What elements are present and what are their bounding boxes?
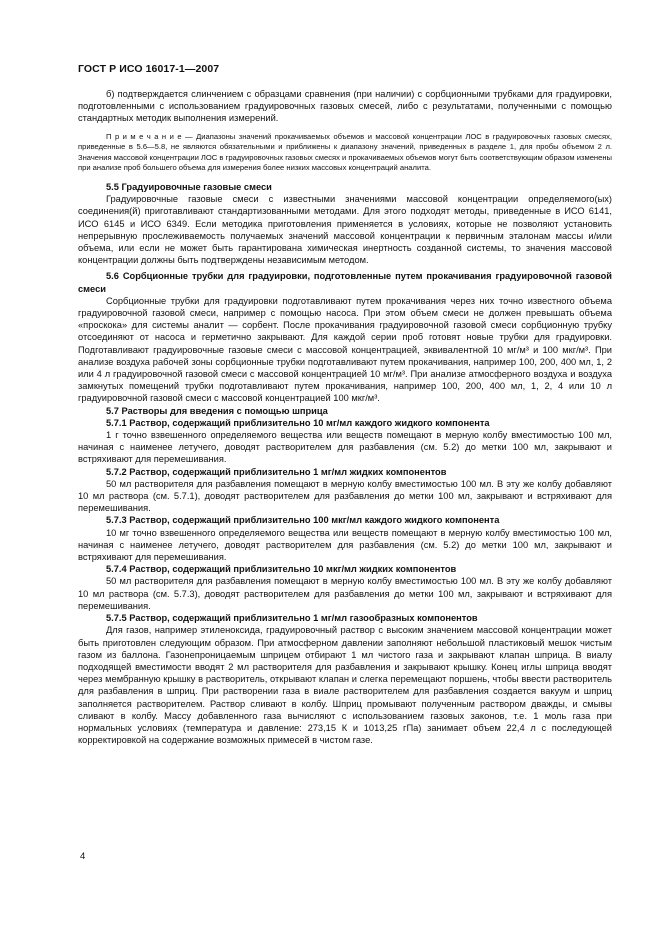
page-number: 4 — [80, 851, 86, 862]
page-content — [78, 88, 612, 746]
section-5-7-2-text: 50 мл растворителя для разбавления помещают в мерную колбу вместимостью 100 мл. В эту же колбу добавляют 10 мл раствора (см. 5.7.1), доводят растворителем для разбавления до метки 100 мл, закрывают и встряхивают для перемешивания. — [78, 478, 612, 514]
section-5-7-5-title: 5.7.5 Раствор, содержащий приблизительно 1 мг/мл газообразных компонентов — [106, 613, 478, 624]
section-5-7-2-title: 5.7.2 Раствор, содержащий приблизительно 1 мг/мл жидких компонентов — [106, 466, 447, 477]
section-5-5-text: Градуировочные газовые смеси с известными значениями массовой концентрации определяемого(ых) соединения(й) приготавливают стандартизованными методами. Для этого подходят методы, приведенные в ИСО 6141, ИСО 6145 и ИСО 6349. Если методика приготовления применяется в условиях, которые не позволяют установить непрерывную прослеживаемость получаемых значений массовой концентрации к первичным эталонам массы и/или объема, или если не может быть гарантирована химическая инертность созданной системы, то значения массовой концентрации должны быть подтверждены независимым методом. — [78, 194, 612, 266]
paragraph-b: б) подтверждается слинчением с образцами сравнения (при наличии) с сорбционными трубками для градуировки, подготовленными с использованием градуировочных газовых смесей, либо с результатами, полученными с помощью стандартных методик выполнения измерений. — [78, 89, 612, 124]
note-text: Диапазоны значений прокачиваемых объемов и массовой концентрации ЛОС в градуировочных газовых смесях, приведенные в 5.6—5.8, не являются обязательными и приближены к диапазону значений, приведенных в разделе 1, для пробы объемом 2 л. Значения массовой концентрации ЛОС в градуировочных газовых смесях и прокачиваемых объемов могут быть соответствующим образом изменены при анализе проб большего объема для измерения более низких массовых концентраций аналита. — [78, 131, 613, 173]
section-5-6-title: 5.6 Сорбционные трубки для градуировки, подготовленные путем прокачивания градуировочной газовой смеси — [78, 271, 612, 294]
section-5-7-4-text: 50 мл растворителя для разбавления помещают в мерную колбу вместимостью 100 мл. В эту же колбу добавляют 10 мл раствора (см. 5.7.3), доводят растворителем для разбавления до метки 100 мл, закрывают и встряхивают для перемешивания. — [78, 576, 612, 611]
section-5-7-1-text: 1 г точно взвешенного определяемого вещества или веществ помещают в мерную колбу вместимостью 100 мл, начиная с наименее летучего, доводят растворителем для разбавления (см. 5.2) до метки 100 мл, закрывают и встряхивают для перемешивания. — [78, 430, 612, 465]
section-5-6-text: Сорбционные трубки для градуировки подготавливают путем прокачивания через них точно известного объема градуировочной газовой смеси, например с помощью насоса. При этом объем смеси не должен превышать объема «проскока» для системы аналит — сорбент. После прокачивания градуировочной газовой смеси сорбционную трубку отсоединяют от насоса и герметично закрывают. Для каждой серии проб готовят новые трубки для градуировки. Подготавливают градуировочные газовые смеси с массовой концентрацией, эквивалентной 10 мг/м³ и 100 мкг/м³. При анализе воздуха рабочей зоны сорбционные трубки подготавливают путем прокачивания, например 100, 200, 400 мл, 1, 2 или 4 л градуировочной газовой смеси с массовой концентрацией 10 мг/м³. При анализе атмосферного воздуха и воздуха замкнутых помещений трубки подготавливают путем прокачивания, например 100, 200, 400 мл, 1, 2, 4 или 10 л градуировочной газовой смеси с массовой концентрацией 100 мкг/м³. — [78, 295, 612, 404]
note-label: П р и м е ч а н и е — — [106, 131, 193, 141]
section-5-7-4-title: 5.7.4 Раствор, содержащий приблизительно 10 мкг/мл жидких компонентов — [106, 564, 457, 575]
section-5-7-title: 5.7 Растворы для введения с помощью шприца — [106, 405, 328, 416]
section-5-7-3-title: 5.7.3 Раствор, содержащий приблизительно 100 мкг/мл каждого жидкого компонента — [106, 515, 500, 526]
section-5-7-1-title: 5.7.1 Раствор, содержащий приблизительно 10 мг/мл каждого жидкого компонента — [106, 417, 490, 428]
section-5-7-3-text: 10 мг точно взвешенного определяемого вещества или веществ помещают в мерную колбу вместимостью 100 мл, начиная с наименее летучего, доводят растворителем для разбавления (см. 5.2) до метки 100 мл, закрывают и встряхивают для перемешивания. — [78, 527, 612, 563]
document-header: ГОСТ Р ИСО 16017-1—2007 — [78, 63, 220, 75]
section-5-7-5-text: Для газов, например этиленоксида, градуировочный раствор с высоким значением массовой концентрации может быть приготовлен следующим образом. При атмосферном давлении заполняют небольшой пластиковый мешок чистым газом из баллона. Газонепроницаемым шприцем отбирают 1 мл чистого газа и закрывают клапан шприца. В виалу подходящей вместимости вводят 2 мл растворителя для разбавления и закрывают крышку. Конец иглы шприца вводят через мембранную крышку в растворитель, открывают клапан и слегка перемещают поршень, чтобы ввести растворитель для разбавления в шприц. При растворении газа в виале растворителем для разбавления создается вакуум и шприц заполняется растворителем. Раствор сливают в колбу. Шприц промывают полученным раствором дважды, и смывы сливают в колбу. Массу добавленного газа вычисляют с использованием газовых законов, т.е. 1 моль газа при нормальных условиях (температура и давление: 273,15 К и 1013,25 гПа) занимает объем 22,4 л с последующей корректировкой на содержание возможных примесей в чистом газе. — [78, 625, 612, 746]
note — [78, 132, 612, 174]
section-5-5-title: 5.5 Градуировочные газовые смеси — [106, 181, 272, 192]
